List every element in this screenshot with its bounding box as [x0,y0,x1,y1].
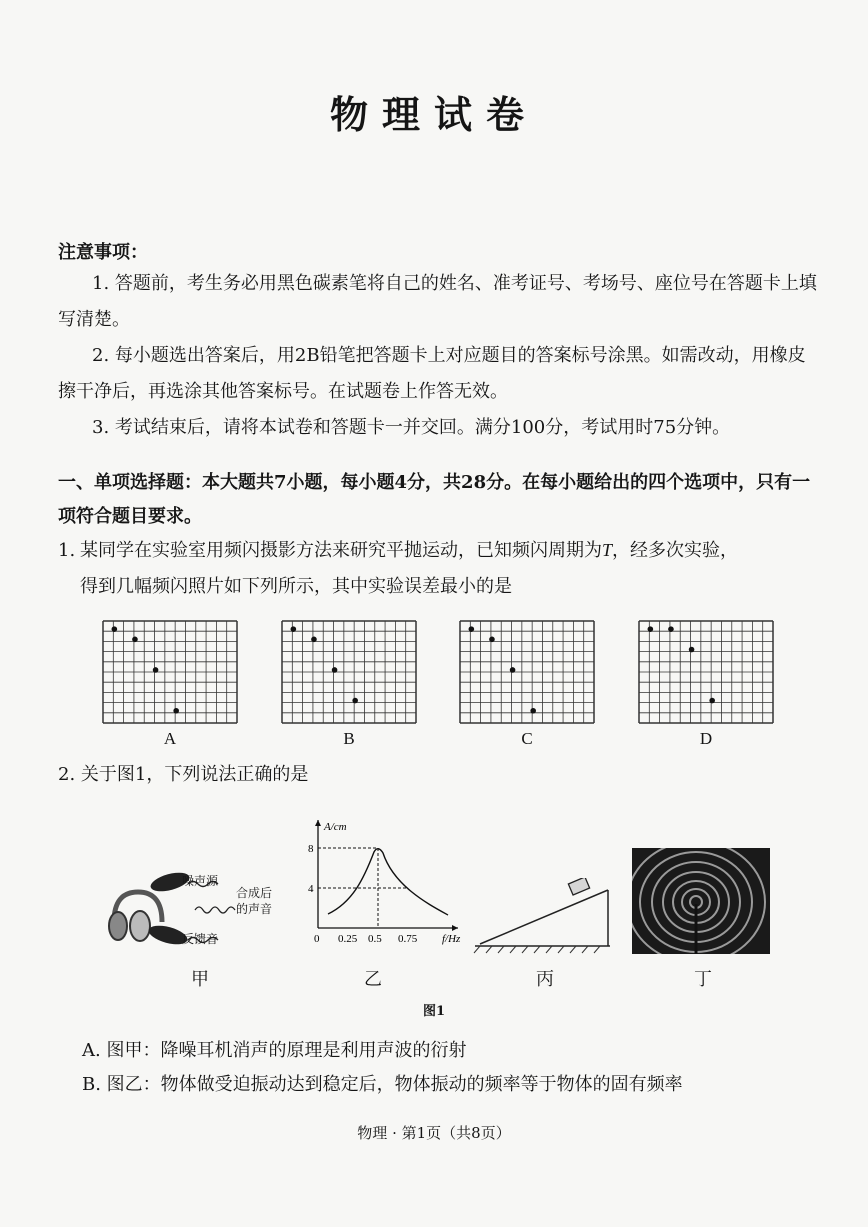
x-tick-label: 0.25 [338,933,358,945]
photo-dot [332,667,338,673]
photo-dot [132,637,138,643]
figure-label-yi: 乙 [364,969,382,990]
photo-dot [489,637,495,643]
question-text-line2: 得到几幅频闪照片如下列所示，其中实验误差最小的是 [80,576,512,597]
notice-heading: 注意事项： [58,242,148,263]
photo-dot [352,698,358,704]
photo-dot [668,626,674,632]
figure-yi-chart [296,810,466,955]
label-feedback: 反馈音 [182,932,219,946]
question-text-cont: ，经多次实验， [612,540,739,561]
option-label-c: C [521,729,533,748]
question-1 [58,532,828,605]
option-label-d: D [699,729,713,748]
photo-dot [311,637,317,643]
photo-dot [173,708,179,714]
x-tick-label: 0.75 [398,933,418,945]
option-a: A. 图甲：降噪耳机消声的原理是利用声波的衍射 [82,1040,467,1061]
photo-dot [530,708,536,714]
x-tick-label: 0 [314,933,320,945]
figure-label-ding: 丁 [694,969,712,990]
photo-dot [469,626,475,632]
notice-item-2: 2. 每小题选出答案后，用2B铅笔把答题卡上对应题目的答案标号涂黑。如需改动，用橡皮擦干净后，再选涂其他答案标号。在试题卷上作答无效。 [58,345,806,402]
x-tick-label: 0.5 [368,933,382,945]
option-grid-c [459,620,595,724]
question-text: 某同学在实验室用频闪摄影方法来研究平抛运动，已知频闪周期为 [80,540,602,561]
page-footer: 物理 · 第1页（共8页） [357,1124,511,1142]
figure-ding-ripple [632,848,770,954]
photo-dot [291,626,297,632]
page-title: 物理试卷 [329,92,538,137]
notice-item-1: 1. 答题前，考生务必用黑色碳素笔将自己的姓名、准考证号、考场号、座位号在答题卡上填写清楚。 [58,273,817,330]
photo-dot [112,626,118,632]
option-grid-a [102,620,238,724]
photo-dot [689,647,695,653]
label-noise-source: 噪声源 [182,874,219,888]
option-grid-b [281,620,417,724]
notice-item-3: 3. 考试结束后，请将本试卷和答题卡一并交回。满分100分，考试用时75分钟。 [92,417,731,438]
figure-label-jia: 甲 [191,969,209,990]
resonance-curve [328,849,448,915]
option-label-b: B [343,729,355,748]
option-label-a: A [163,729,177,748]
photo-dot [648,626,654,632]
y-axis-arrow [315,820,321,826]
period-symbol: T [602,540,613,560]
option-grid-d [638,620,774,724]
block-shape [568,878,589,895]
option-b: B. 图乙：物体做受迫振动达到稳定后，物体振动的频率等于物体的固有频率 [82,1074,683,1095]
y-tick-label: 4 [308,883,314,895]
label-synth-2: 的声音 [236,902,273,916]
photo-dot [153,667,159,673]
figure-caption: 图1 [422,1004,446,1019]
figure-bing-incline [470,878,620,956]
label-synth-1: 合成后 [236,886,273,900]
section-heading: 一、单项选择题：本大题共7小题，每小题4分，共28分。在每小题给出的四个选项中，只有一项符合题目要求。 [58,472,811,527]
question-2: 2. 关于图1，下列说法正确的是 [58,764,309,785]
x-axis-arrow [452,925,458,931]
question-number: 1. [58,540,76,561]
photo-dot [709,698,715,704]
y-tick-label: 8 [308,843,314,855]
figure-label-bing: 丙 [536,969,554,990]
x-axis-label: f/Hz [442,933,461,945]
photo-dot [510,667,516,673]
y-axis-label: A/cm [324,821,347,833]
